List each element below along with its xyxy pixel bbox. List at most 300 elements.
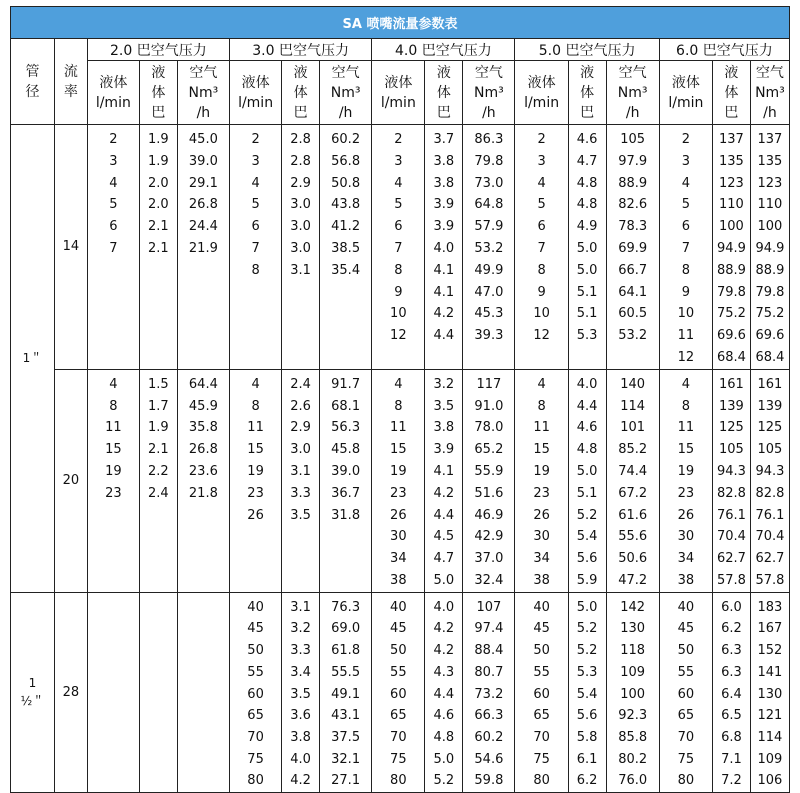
table-value: 4.2 — [433, 306, 455, 322]
table-value: 21.8 — [188, 485, 218, 501]
liquid-bar-values — [282, 369, 320, 592]
table-value: 3.2 — [433, 376, 455, 392]
table-value: 24.4 — [188, 219, 218, 235]
table-value: 82.6 — [618, 197, 648, 213]
table-value: 82.8 — [716, 485, 746, 501]
table-value: 118 — [620, 643, 646, 659]
table-value: 15 — [677, 442, 695, 458]
air-values — [606, 592, 659, 792]
table-value: 51.6 — [474, 485, 504, 501]
table-value: 3.2 — [290, 621, 311, 637]
table-value: 5.1 — [576, 306, 598, 322]
table-value: 100 — [757, 219, 783, 235]
table-value: 4.1 — [433, 262, 455, 278]
table-value: 3.7 — [433, 132, 455, 147]
table-value: 4.2 — [433, 485, 455, 501]
table-value: 3.1 — [290, 599, 311, 615]
table-value: 8 — [251, 398, 260, 414]
table-value: 6.5 — [721, 708, 742, 724]
table-value: 60 — [247, 686, 264, 702]
air-values — [606, 369, 659, 592]
table-value: 40 — [677, 599, 695, 615]
table-value: 23 — [677, 485, 695, 501]
table-value: 4.0 — [433, 240, 455, 256]
table-value: 3.4 — [290, 664, 311, 680]
table-value: 3.8 — [290, 729, 311, 745]
table-value: 2 — [394, 132, 403, 147]
table-value: 75 — [677, 751, 695, 767]
table-value: 54.6 — [474, 751, 504, 767]
table-value: 91.7 — [331, 376, 361, 392]
table-value: 19 — [247, 463, 264, 479]
header-text: 体 — [580, 84, 595, 101]
table-value: 23.6 — [188, 463, 218, 479]
table-value: 1.9 — [148, 132, 169, 147]
table-value: 3.9 — [433, 442, 455, 458]
table-value: 1.9 — [148, 420, 169, 436]
air-values — [177, 369, 229, 592]
table-value: 1.5 — [148, 376, 169, 392]
table-value: 8 — [681, 262, 691, 278]
table-value: 130 — [757, 686, 783, 702]
table-value: 139 — [719, 398, 744, 414]
liquid-values — [87, 125, 139, 370]
air-values — [463, 369, 515, 592]
table-value: 80.2 — [618, 751, 648, 767]
table-value: 69.6 — [716, 328, 746, 344]
header-text: /h — [338, 104, 353, 121]
table-value: 6.0 — [721, 599, 742, 615]
liquid-bar-values — [139, 125, 177, 370]
liquid-bar-values — [713, 592, 751, 792]
header-text: 液体 — [527, 74, 556, 91]
air-values — [177, 125, 229, 370]
table-value: 45.3 — [474, 306, 504, 322]
air-values — [320, 125, 372, 370]
table-value: 100 — [620, 686, 646, 702]
table-value: 45 — [533, 621, 550, 637]
air-flow-header — [320, 61, 372, 125]
liquid-lpm-header — [515, 61, 568, 125]
pipe-size-value: 1＂ — [22, 351, 43, 366]
table-value: 12 — [677, 349, 695, 365]
table-value: 3.0 — [290, 219, 311, 235]
table-value: 4.2 — [433, 643, 455, 659]
table-value: 9 — [681, 284, 691, 300]
table-value: 32.1 — [331, 751, 361, 767]
header-text: l/min — [380, 94, 416, 111]
table-value: 161 — [757, 376, 783, 392]
table-value: 30 — [390, 529, 407, 545]
table-value: 76.1 — [716, 507, 746, 523]
table-value: 94.9 — [755, 240, 785, 256]
header-text: 巴 — [151, 104, 166, 121]
liquid-bar-header — [282, 61, 320, 125]
table-value: 85.8 — [618, 729, 648, 745]
header-text: 液 — [293, 64, 308, 81]
table-value: 137 — [719, 132, 744, 147]
table-value: 65 — [390, 708, 407, 724]
table-value: 4.0 — [576, 376, 598, 392]
table-value: 6 — [251, 219, 260, 235]
table-value: 56.8 — [331, 153, 361, 169]
table-value: 4.4 — [433, 507, 455, 523]
table-value: 97.9 — [618, 153, 648, 169]
header-text: 巴 — [293, 104, 308, 121]
liquid-values — [229, 125, 281, 370]
table-value: 3 — [109, 153, 118, 169]
table-value: 55.9 — [474, 463, 504, 479]
table-value: 86.3 — [474, 132, 504, 147]
table-value: 5.6 — [576, 708, 598, 724]
table-value: 4 — [109, 175, 118, 191]
table-value: 5.2 — [576, 621, 598, 637]
table-value: 5 — [394, 197, 403, 213]
table-value: 34 — [677, 551, 695, 567]
table-value: 3.8 — [433, 420, 455, 436]
table-value: 61.6 — [618, 507, 648, 523]
table-value: 11 — [533, 420, 550, 436]
pipe-size-value: ½＂ — [20, 694, 45, 709]
table-value: 4.6 — [576, 420, 598, 436]
liquid-bar-values — [713, 125, 751, 370]
table-value: 39.0 — [331, 463, 361, 479]
liquid-values — [87, 592, 139, 792]
table-value: 40 — [247, 599, 264, 615]
table-value: 78.3 — [618, 219, 648, 235]
table-value: 4.5 — [433, 529, 455, 545]
flow-rate-header — [55, 39, 88, 125]
table-value: 26.8 — [188, 442, 218, 458]
table-value: 35.8 — [188, 420, 218, 436]
table-value: 5.0 — [576, 463, 598, 479]
table-value: 5.4 — [576, 529, 598, 545]
table-value: 23 — [533, 485, 550, 501]
table-value: 135 — [757, 153, 783, 169]
table-value: 38.5 — [331, 240, 361, 256]
table-value: 2 — [251, 132, 260, 147]
flow-group-row — [11, 592, 790, 792]
table-value: 76.1 — [755, 507, 785, 523]
header-text: /h — [625, 104, 640, 121]
table-value: 5.8 — [576, 729, 598, 745]
table-value: 34 — [390, 551, 407, 567]
table-value: 2.4 — [148, 485, 169, 501]
table-value: 2.2 — [148, 463, 169, 479]
table-value: 47.2 — [618, 572, 648, 588]
table-value: 79.8 — [755, 284, 785, 300]
table-value: 36.7 — [331, 485, 361, 501]
column-header-row — [11, 61, 790, 125]
pressure-header-5: 5.0 巴空气压力 — [515, 39, 659, 61]
table-value: 8 — [394, 262, 403, 278]
table-value: 15 — [247, 442, 264, 458]
table-value: 6 — [394, 219, 403, 235]
table-value: 3.3 — [290, 643, 311, 659]
table-value: 2.9 — [290, 175, 311, 191]
table-value: 5.0 — [433, 751, 455, 767]
table-value: 67.2 — [618, 485, 648, 501]
table-value: 15 — [533, 442, 550, 458]
table-value: 19 — [533, 463, 550, 479]
table-value: 66.7 — [618, 262, 648, 278]
header-text: 体 — [724, 84, 739, 101]
table-value: 65 — [247, 708, 264, 724]
table-value: 8 — [394, 398, 403, 414]
air-flow-header — [463, 61, 515, 125]
table-value: 64.8 — [474, 197, 504, 213]
pressure-header-4: 4.0 巴空气压力 — [372, 39, 515, 61]
liquid-bar-header — [139, 61, 177, 125]
table-value: 3.3 — [290, 485, 311, 501]
table-value: 6.2 — [721, 621, 742, 637]
table-value: 45.0 — [188, 132, 218, 147]
table-value: 35.4 — [331, 262, 361, 278]
liquid-values — [87, 369, 139, 592]
table-value: 4 — [681, 376, 691, 392]
table-value: 101 — [620, 420, 646, 436]
table-value: 167 — [757, 621, 783, 637]
table-value: 11 — [677, 328, 695, 344]
table-value: 23 — [247, 485, 264, 501]
liquid-bar-values — [425, 125, 463, 370]
header-text: l/min — [238, 94, 274, 111]
table-value: 26 — [533, 507, 550, 523]
table-value: 60.2 — [331, 132, 361, 147]
flow-rate-cell: 20 — [55, 369, 88, 592]
table-value: 2.4 — [290, 376, 311, 392]
table-value: 39.0 — [188, 153, 218, 169]
table-value: 6.4 — [721, 686, 742, 702]
header-text: 空气 — [189, 64, 218, 81]
header-text: 体 — [293, 84, 308, 101]
table-value: 3 — [537, 153, 546, 169]
header-text: Nm³ — [755, 84, 785, 101]
table-value: 11 — [105, 420, 122, 436]
table-value: 26 — [247, 507, 264, 523]
table-value: 3.6 — [290, 708, 311, 724]
table-value: 70 — [247, 729, 264, 745]
table-value: 3.0 — [290, 197, 311, 213]
table-value: 80.7 — [474, 664, 504, 680]
table-value: 4.4 — [433, 328, 455, 344]
table-value: 4.4 — [576, 398, 598, 414]
table-value: 4.6 — [433, 708, 455, 724]
table-value: 6 — [109, 219, 118, 235]
table-value: 60.5 — [618, 306, 648, 322]
liquid-bar-header — [425, 61, 463, 125]
table-value: 117 — [476, 376, 502, 392]
table-value: 4 — [681, 175, 691, 191]
table-value: 3.5 — [290, 686, 311, 702]
table-value: 37.0 — [474, 551, 504, 567]
header-text: 液 — [724, 64, 739, 81]
table-value: 5.1 — [576, 485, 598, 501]
table-value: 110 — [757, 197, 783, 213]
liquid-values — [229, 592, 281, 792]
table-value: 50.8 — [331, 175, 361, 191]
table-value: 43.8 — [331, 197, 361, 213]
table-value: 6 — [681, 219, 691, 235]
table-value: 57.8 — [716, 572, 746, 588]
liquid-values — [229, 369, 281, 592]
table-value: 43.1 — [331, 708, 361, 724]
table-value: 70 — [390, 729, 407, 745]
table-value: 88.4 — [474, 643, 504, 659]
table-value: 8 — [109, 398, 118, 414]
table-value: 7 — [394, 240, 403, 256]
table-value: 55 — [533, 664, 550, 680]
table-value: 4 — [537, 376, 546, 392]
pressure-header-row — [11, 39, 790, 61]
table-value: 3 — [251, 153, 260, 169]
table-value: 70 — [533, 729, 550, 745]
table-value: 49.9 — [474, 262, 504, 278]
table-value: 5.2 — [576, 643, 598, 659]
table-value: 100 — [719, 219, 744, 235]
table-value: 66.3 — [474, 708, 504, 724]
table-value: 3.5 — [290, 507, 311, 523]
table-value: 80 — [677, 773, 695, 789]
table-value: 7 — [109, 240, 118, 256]
table-value: 3.1 — [290, 463, 311, 479]
table-value: 45.8 — [331, 442, 361, 458]
table-value: 4.0 — [433, 599, 455, 615]
header-text: 液 — [151, 64, 166, 81]
table-value: 38 — [390, 572, 407, 588]
table-value: 4.0 — [290, 751, 311, 767]
header-text: 液 — [436, 64, 451, 81]
table-value: 50.6 — [618, 551, 648, 567]
table-value: 2 — [537, 132, 546, 147]
liquid-bar-values — [282, 592, 320, 792]
table-value: 19 — [390, 463, 407, 479]
table-value: 80 — [247, 773, 264, 789]
table-value: 105 — [620, 132, 646, 147]
table-value: 75 — [390, 751, 407, 767]
table-value: 82.8 — [755, 485, 785, 501]
table-value: 23 — [105, 485, 122, 501]
table-value: 141 — [757, 664, 783, 680]
pipe-size-cell — [11, 592, 55, 792]
header-text: /h — [763, 104, 777, 121]
table-value: 92.3 — [618, 708, 648, 724]
table-value: 110 — [719, 197, 744, 213]
header-text: 液体 — [671, 74, 700, 91]
header-text: 巴 — [580, 104, 595, 121]
table-value: 5.4 — [576, 686, 598, 702]
table-value: 5.2 — [576, 507, 598, 523]
table-value: 29.1 — [188, 175, 218, 191]
header-text: 空气 — [331, 64, 360, 81]
table-value: 27.1 — [331, 773, 361, 789]
table-value: 60.2 — [474, 729, 504, 745]
table-value: 79.8 — [716, 284, 746, 300]
table-value: 6.2 — [576, 773, 598, 789]
flow-rate-cell: 14 — [55, 125, 88, 370]
table-value: 5.0 — [576, 240, 598, 256]
table-value: 75.2 — [716, 306, 746, 322]
air-flow-header — [606, 61, 659, 125]
table-value: 5 — [251, 197, 260, 213]
table-value: 109 — [757, 751, 783, 767]
table-value: 5.9 — [576, 572, 598, 588]
table-value: 4.8 — [433, 729, 455, 745]
table-value: 11 — [247, 420, 264, 436]
table-value: 5.0 — [576, 262, 598, 278]
table-value: 2.1 — [148, 240, 169, 256]
table-value: 65 — [533, 708, 550, 724]
table-value: 26 — [677, 507, 695, 523]
table-value: 56.3 — [331, 420, 361, 436]
liquid-bar-values — [568, 592, 606, 792]
table-value: 94.3 — [755, 463, 785, 479]
parameter-table — [10, 6, 790, 793]
table-value: 7.2 — [721, 773, 742, 789]
table-value: 5.0 — [576, 599, 598, 615]
table-value: 65.2 — [474, 442, 504, 458]
table-value: 30 — [677, 529, 695, 545]
table-value: 34 — [533, 551, 550, 567]
table-value: 65 — [677, 708, 695, 724]
table-value: 3.1 — [290, 262, 311, 278]
table-value: 32.4 — [474, 572, 504, 588]
table-value: 2.6 — [290, 398, 311, 414]
header-text: /h — [482, 104, 496, 121]
table-value: 53.2 — [618, 328, 648, 344]
liquid-values — [372, 369, 425, 592]
liquid-values — [515, 369, 568, 592]
liquid-values — [515, 125, 568, 370]
table-value: 31.8 — [331, 507, 361, 523]
table-value: 114 — [620, 398, 646, 414]
table-value: 3 — [681, 153, 691, 169]
table-value: 88.9 — [716, 262, 746, 278]
table-value: 68.4 — [716, 349, 746, 365]
liquid-bar-values — [282, 125, 320, 370]
table-value: 107 — [476, 599, 502, 615]
liquid-values — [659, 592, 712, 792]
table-value: 75 — [247, 751, 264, 767]
flow-rate-cell: 28 — [55, 592, 88, 792]
table-value: 70.4 — [716, 529, 746, 545]
table-value: 73.2 — [474, 686, 504, 702]
table-value: 4 — [251, 376, 260, 392]
table-value: 26.8 — [188, 197, 218, 213]
table-value: 152 — [757, 643, 783, 659]
liquid-bar-header — [713, 61, 751, 125]
table-value: 61.8 — [331, 643, 361, 659]
table-value: 4.2 — [433, 621, 455, 637]
table-value: 21.9 — [188, 240, 218, 256]
pressure-header-6: 6.0 巴空气压力 — [659, 39, 789, 61]
header-text: 巴 — [724, 104, 739, 121]
table-value: 2 — [109, 132, 118, 147]
header-text: 液体 — [384, 74, 413, 91]
table-value: 74.4 — [618, 463, 648, 479]
table-value: 114 — [757, 729, 783, 745]
table-value: 19 — [677, 463, 695, 479]
table-value: 8 — [537, 398, 546, 414]
table-value: 97.4 — [474, 621, 504, 637]
table-value: 3.8 — [433, 175, 455, 191]
table-value: 15 — [105, 442, 122, 458]
pipe-header-char: 管 — [25, 63, 40, 80]
table-value: 70.4 — [755, 529, 785, 545]
pipe-size-cell — [11, 125, 55, 593]
liquid-bar-values — [568, 125, 606, 370]
table-value: 64.4 — [188, 376, 218, 392]
